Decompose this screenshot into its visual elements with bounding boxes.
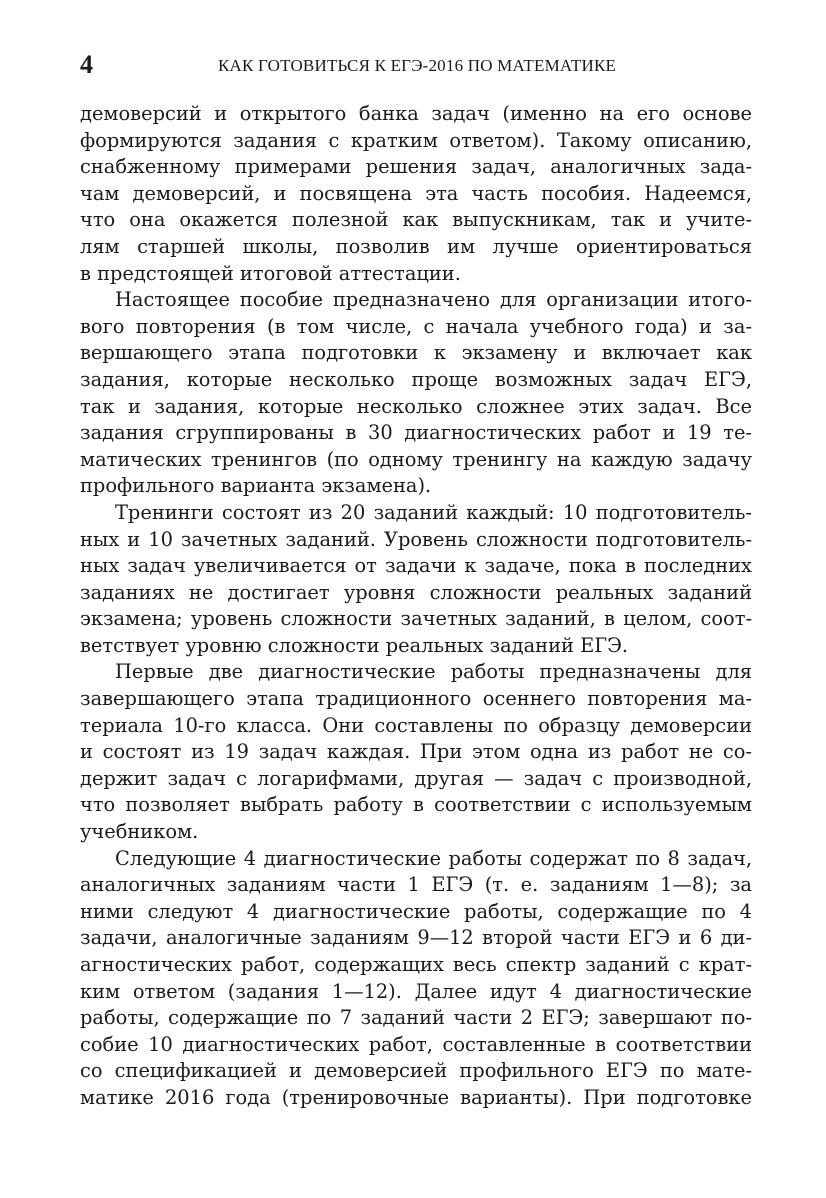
text-line: Следующие 4 диагностические работы содержат по 8 задач, — [115, 846, 752, 870]
paragraph — [80, 287, 752, 500]
text-line: учебником. — [80, 820, 199, 844]
text-line: ных задач увеличивается от задачи к задаче, пока в последних — [80, 554, 752, 578]
text-line: матике 2016 года (тренировочные варианты). При подготовке — [80, 1085, 752, 1109]
text-line: ким ответом (задания 1—12). Далее идут 4 диагностические — [80, 979, 752, 1003]
text-line: териала 10-го класса. Они составлены по образцу демоверсии — [80, 713, 752, 737]
paragraph — [80, 101, 752, 287]
paragraph — [80, 659, 752, 845]
text-line: задания сгруппированы в 30 диагностических работ и 19 те- — [80, 421, 752, 445]
text-line: завершающего этапа традиционного осеннего повторения ма- — [80, 687, 752, 711]
text-line: ветствует уровню сложности реальных заданий ЕГЭ. — [80, 633, 629, 657]
paragraph — [80, 846, 752, 1112]
text-line: вершающего этапа подготовки к экзамену и включает как — [80, 341, 752, 365]
text-line: так и задания, которые несколько сложнее этих задач. Все — [80, 394, 752, 418]
text-line: со спецификацией и демоверсией профильного ЕГЭ по мате- — [80, 1059, 752, 1083]
body-text — [80, 101, 752, 1112]
text-line: вого повторения (в том числе, с начала учебного года) и за- — [80, 314, 752, 338]
text-line: демоверсий и открытого банка задач (именно на его основе — [80, 102, 752, 125]
paragraph — [80, 500, 752, 660]
text-line: чам демоверсий, и посвящена эта часть пособия. Надеемся, — [80, 181, 752, 205]
text-line: Тренинги состоят из 20 заданий каждый: 10 подготовитель- — [115, 500, 752, 524]
running-title: КАК ГОТОВИТЬСЯ К ЕГЭ-2016 ПО МАТЕМАТИКЕ — [218, 56, 617, 75]
text-line: что она окажется полезной как выпускникам, так и учите- — [80, 208, 752, 232]
text-line: экзамена; уровень сложности зачетных заданий, в целом, соот- — [80, 607, 752, 631]
text-line: ных и 10 зачетных заданий. Уровень сложности подготовитель- — [80, 527, 752, 551]
text-line: работы, содержащие по 7 заданий части 2 ЕГЭ; завершают по- — [80, 1006, 752, 1030]
text-line: заданиях не достигает уровня сложности реальных заданий — [80, 580, 752, 604]
text-line: аналогичных заданиям части 1 ЕГЭ (т. е. заданиям 1—8); за — [80, 873, 752, 897]
text-line: агностических работ, содержащих весь спектр заданий с крат- — [80, 953, 752, 976]
text-line: задачи, аналогичные заданиям 9—12 второй части ЕГЭ и 6 ди- — [80, 926, 752, 950]
text-line: ними следуют 4 диагностические работы, содержащие по 4 — [80, 899, 752, 923]
text-line: и состоят из 19 задач каждая. При этом одна из работ не со- — [80, 740, 752, 764]
text-line: профильного варианта экзамена). — [80, 474, 432, 498]
text-line: в предстоящей итоговой аттестации. — [80, 261, 461, 285]
text-line: снабженному примерами решения задач, аналогичных зада- — [80, 155, 752, 179]
text-line: держит задач с логарифмами, другая — задач с производной, — [80, 766, 752, 790]
text-line: задания, которые несколько проще возможных задач ЕГЭ, — [80, 367, 752, 391]
text-line: Настоящее пособие предназначено для организации итого- — [115, 288, 752, 312]
text-line: Первые две диагностические работы предназначены для — [115, 660, 752, 684]
text-line: лям старшей школы, позволив им лучше ориентироваться — [80, 234, 752, 258]
text-line: собие 10 диагностических работ, составленные в соответствии — [80, 1032, 752, 1056]
text-line: матических тренингов (по одному тренингу на каждую задачу — [80, 447, 752, 471]
page-number: 4 — [80, 50, 93, 79]
text-line: что позволяет выбрать работу в соответствии с используемым — [80, 793, 752, 817]
text-line: формируются задания с кратким ответом). Такому описанию, — [80, 128, 752, 152]
